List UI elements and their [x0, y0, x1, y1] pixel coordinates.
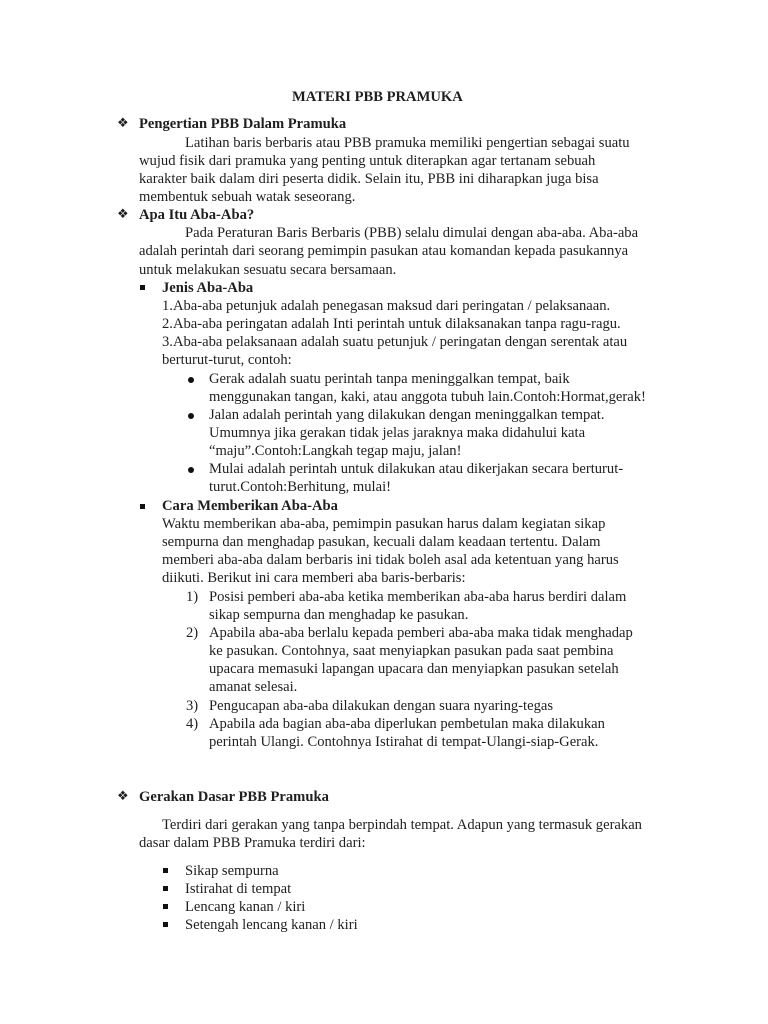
dot-bullet-icon [188, 413, 194, 419]
page-title: MATERI PBB PRAMUKA [292, 89, 463, 105]
gerakan-item: Lencang kanan / kiri [185, 899, 306, 915]
square-bullet-icon [163, 868, 168, 873]
dot-bullet-icon [188, 377, 194, 383]
numbered-line: perintah Ulangi. Contohnya Istirahat di tempat-Ulangi-siap-Gerak. [209, 734, 599, 750]
list-number: 3) [186, 698, 199, 714]
bullet-line: turut.Contoh:Berhitung, mulai! [209, 479, 392, 495]
numbered-line: Posisi pemberi aba-aba ketika memberikan aba-aba harus berdiri dalam [209, 589, 627, 605]
diamond-bullet-icon: ❖ [117, 207, 129, 222]
dot-bullet-icon [188, 467, 194, 473]
numbered-line: Apabila ada bagian aba-aba diperlukan pembetulan maka dilakukan [209, 716, 605, 732]
jenis-item: 2.Aba-aba peringatan adalah Inti perintah untuk dilaksanakan tanpa ragu-ragu. [162, 316, 621, 332]
bullet-line: “maju”.Contoh:Langkah tegap maju, jalan! [209, 443, 462, 459]
bullet-line: Gerak adalah suatu perintah tanpa meninggalkan tempat, baik [209, 371, 570, 387]
paragraph-line: wujud fisik dari pramuka yang penting untuk diterapkan agar tertanam sebuah [139, 153, 596, 169]
gerakan-item: Setengah lencang kanan / kiri [185, 917, 358, 933]
section-heading-gerakan-dasar: Gerakan Dasar PBB Pramuka [139, 789, 329, 805]
square-bullet-icon [163, 922, 168, 927]
paragraph-line: Waktu memberikan aba-aba, pemimpin pasukan harus dalam kegiatan sikap [162, 516, 606, 532]
diamond-bullet-icon: ❖ [117, 116, 129, 131]
numbered-line: upacara memasuki lapangan upacara dan menyiapkan pasukan setelah [209, 661, 619, 677]
jenis-item: 3.Aba-aba pelaksanaan adalah suatu petunjuk / peringatan dengan serentak atau [162, 334, 628, 350]
gerakan-item: Sikap sempurna [185, 863, 279, 879]
diamond-bullet-icon: ❖ [117, 789, 129, 804]
paragraph-line: dasar dalam PBB Pramuka terdiri dari: [139, 835, 366, 851]
paragraph-line: membentuk sebuah watak seseorang. [139, 189, 356, 205]
list-number: 1) [186, 589, 199, 605]
square-bullet-icon [140, 504, 145, 509]
square-bullet-icon [163, 904, 168, 909]
numbered-line: Apabila aba-aba berlalu kepada pemberi aba-aba maka tidak menghadap [209, 625, 633, 641]
paragraph-line: Terdiri dari gerakan yang tanpa berpindah tempat. Adapun yang termasuk gerakan [162, 817, 642, 833]
paragraph-line: karakter baik dalam diri peserta didik. Selain itu, PBB ini diharapkan juga bisa [139, 171, 599, 187]
list-number: 2) [186, 625, 199, 641]
jenis-item: berturut-turut, contoh: [162, 352, 292, 368]
numbered-line: Pengucapan aba-aba dilakukan dengan suara nyaring-tegas [209, 698, 554, 714]
paragraph-line: untuk melakukan sesuatu secara bersamaan. [139, 262, 397, 278]
paragraph-line: Pada Peraturan Baris Berbaris (PBB) selalu dimulai dengan aba-aba. Aba-aba [185, 225, 639, 241]
section-heading-aba-aba: Apa Itu Aba-Aba? [139, 207, 255, 223]
gerakan-item: Istirahat di tempat [185, 881, 292, 897]
jenis-item: 1.Aba-aba petunjuk adalah penegasan maksud dari peringatan / pelaksanaan. [162, 298, 611, 314]
paragraph-line: memberi aba-aba dalam berbaris ini tidak boleh asal ada ketentuan yang harus [162, 552, 619, 568]
list-number: 4) [186, 716, 199, 732]
square-bullet-icon [163, 886, 168, 891]
paragraph-line: Latihan baris berbaris atau PBB pramuka memiliki pengertian sebagai suatu [185, 135, 630, 151]
bullet-line: Mulai adalah perintah untuk dilakukan atau dikerjakan secara berturut- [209, 461, 624, 477]
bullet-line: Umumnya jika gerakan tidak jelas jaraknya maka didahului kata [209, 425, 586, 441]
paragraph-line: diikuti. Berikut ini cara memberi aba baris-berbaris: [162, 570, 466, 586]
paragraph-line: sempurna dan menghadap pasukan, kecuali dalam keadaan tertentu. Dalam [162, 534, 601, 550]
square-bullet-icon [140, 285, 145, 290]
numbered-line: ke pasukan. Contohnya, saat menyiapkan pasukan pada saat pembina [209, 643, 614, 659]
numbered-line: sikap sempurna dan menghadap ke pasukan. [209, 607, 469, 623]
subheading-jenis-aba-aba: Jenis Aba-Aba [162, 280, 254, 296]
section-heading-pengertian: Pengertian PBB Dalam Pramuka [139, 116, 347, 132]
numbered-line: amanat selesai. [209, 679, 298, 695]
subheading-cara-memberikan: Cara Memberikan Aba-Aba [162, 498, 338, 514]
paragraph-line: adalah perintah dari seorang pemimpin pasukan atau komandan kepada pasukannya [139, 243, 629, 259]
bullet-line: Jalan adalah perintah yang dilakukan dengan meninggalkan tempat. [209, 407, 605, 423]
bullet-line: menggunakan tangan, kaki, atau anggota tubuh lain.Contoh:Hormat,gerak! [209, 389, 646, 405]
